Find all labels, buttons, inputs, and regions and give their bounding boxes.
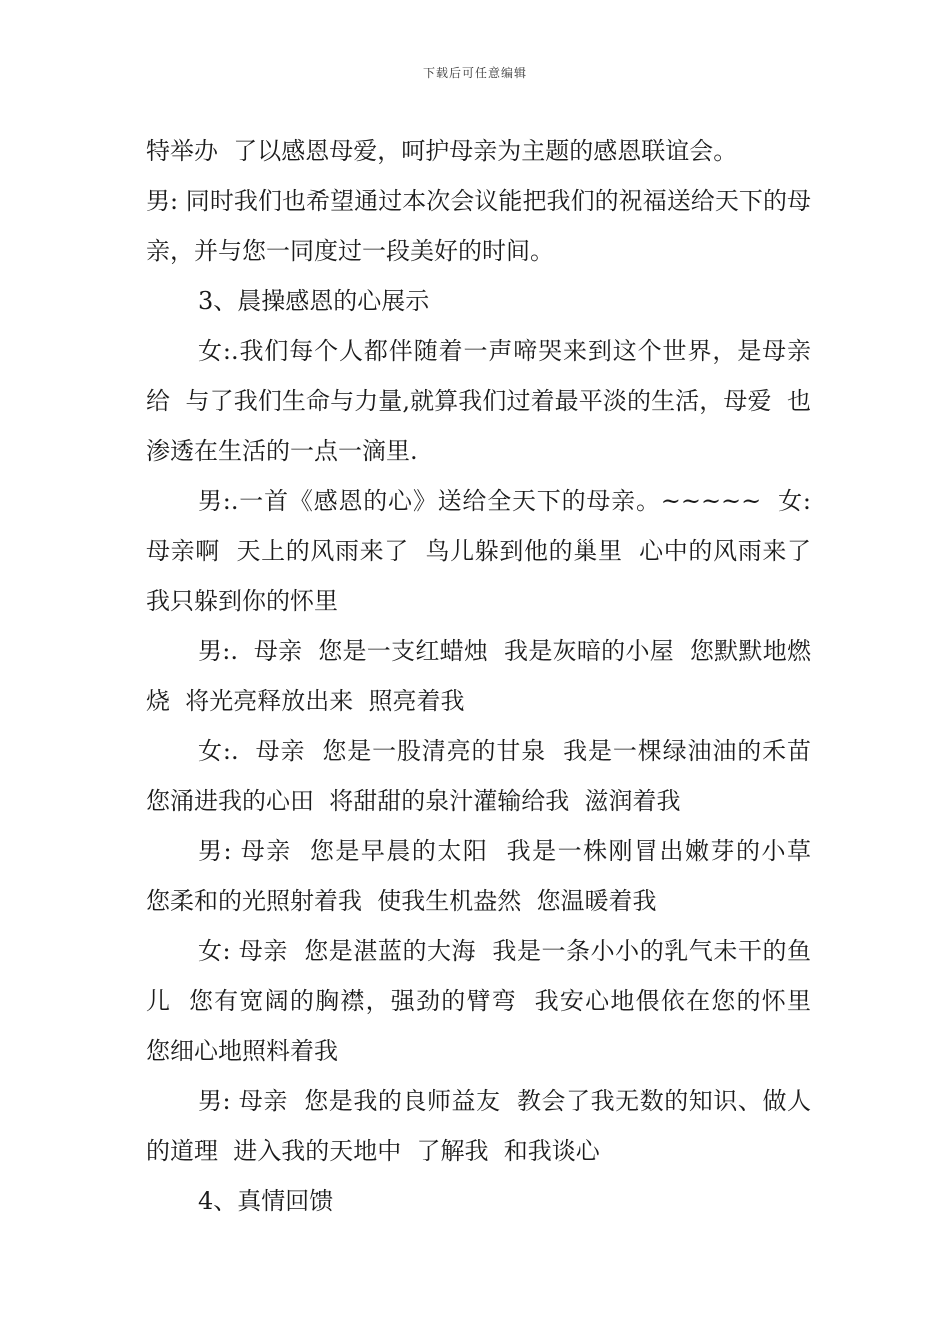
paragraph-10: 男: 母亲 您是我的良师益友 教会了我无数的知识、做人的道理 进入我的天地中 了解我 和我谈心 (146, 1087, 811, 1165)
section-heading-3: 3、晨操感恩的心展示 (198, 287, 430, 315)
paragraph-2: 男: 同时我们也希望通过本次会议能把我们的祝福送给天下的母亲，并与您一同度过一段美好的时间。 (146, 187, 811, 265)
paragraph-9: 女: 母亲 您是湛蓝的大海 我是一条小小的乳气未干的鱼儿 您有宽阔的胸襟，强劲的臂弯 我安心地偎依在您的怀里 您细心地照料着我 (146, 937, 827, 1065)
document-body (146, 126, 827, 1226)
paragraph-1: 特举办 了以感恩母爱，呵护母亲为主题的感恩联谊会。 (146, 137, 738, 165)
paragraph-5: 男:.一首《感恩的心》送给全天下的母亲。~~~~~ 女:母亲啊 天上的风雨来了 鸟儿躲到他的巢里 心中的风雨来了 我只躲到你的怀里 (146, 487, 827, 615)
paragraph-6: 男:. 母亲 您是一支红蜡烛 我是灰暗的小屋 您默默地燃烧 将光亮释放出来 照亮着我 (146, 637, 811, 715)
paragraph-7: 女:. 母亲 您是一股清亮的甘泉 我是一棵绿油油的禾苗 您涌进我的心田 将甜甜的泉汁灌输给我 滋润着我 (146, 737, 827, 815)
paragraph-4: 女:.我们每个人都伴随着一声啼哭来到这个世界，是母亲给 与了我们生命与力量,就算我们过着最平淡的生活，母爱 也渗透在生活的一点一滴里. (146, 337, 811, 465)
page-header: 下载后可任意编辑 (422, 66, 527, 80)
paragraph-8: 男: 母亲 您是早晨的太阳 我是一株刚冒出嫩芽的小草 您柔和的光照射着我 使我生机盎然 您温暖着我 (146, 837, 827, 915)
section-heading-4: 4、真情回馈 (198, 1187, 334, 1215)
